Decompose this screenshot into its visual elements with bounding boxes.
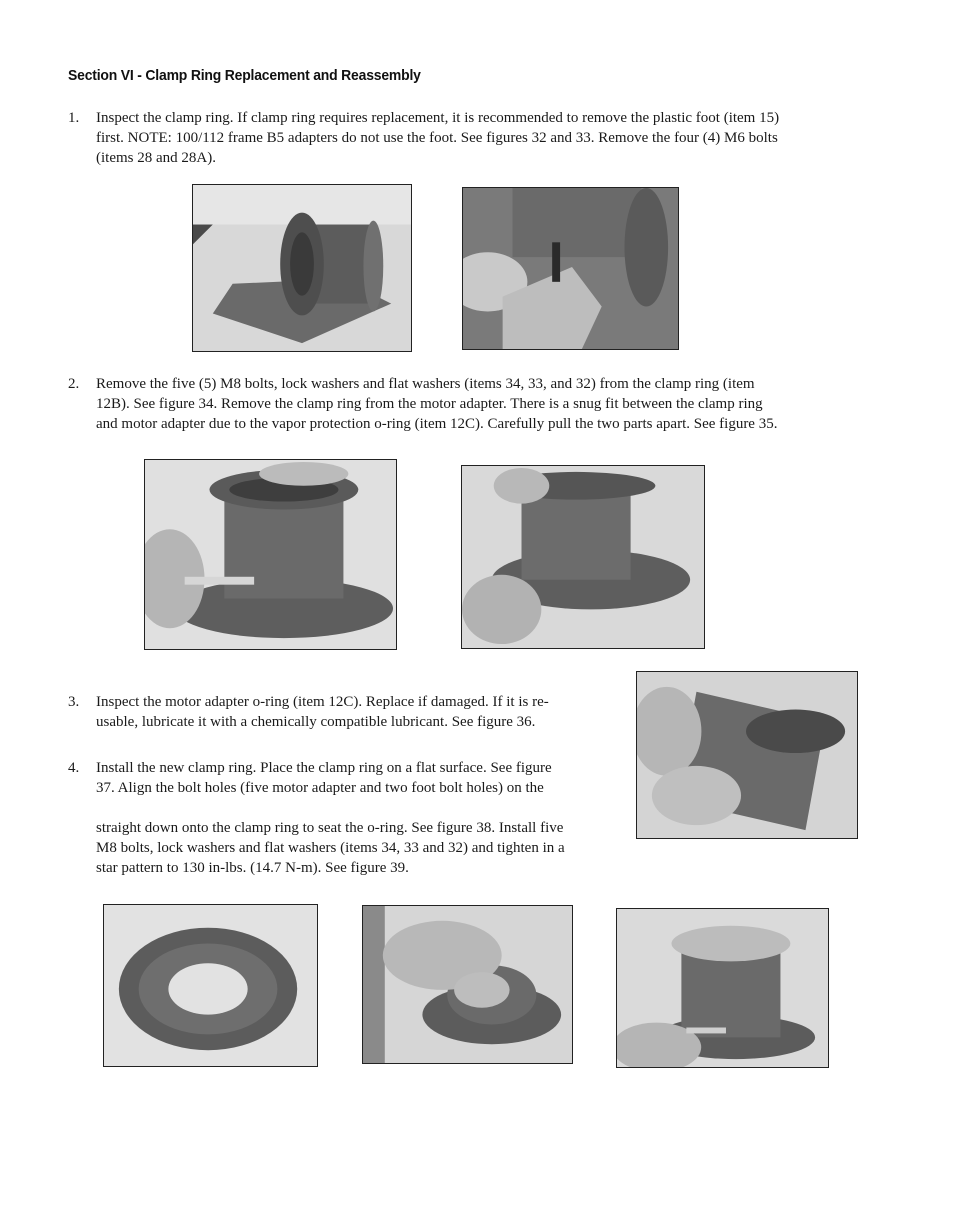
removing-foot-bolts-photo xyxy=(462,187,679,350)
step-3-number: 3. xyxy=(68,694,80,710)
step-4-line-6: star pattern to 130 in-lbs. (14.7 N-m). See figure 39. xyxy=(96,860,409,876)
step-4-line-4: straight down onto the clamp ring to seat the o-ring. See figure 38. Install five xyxy=(96,820,564,836)
seating-adapter-photo xyxy=(362,905,573,1064)
step-4-text xyxy=(96,758,626,878)
step-1-line-1: Inspect the clamp ring. If clamp ring requires replacement, it is recommended to remove the plastic foot (item 15) xyxy=(96,110,780,126)
step-3-line-2: usable, lubricate it with a chemically compatible lubricant. See figure 36. xyxy=(96,714,536,730)
step-2-number: 2. xyxy=(68,376,80,392)
removing-clamp-bolts-photo xyxy=(144,459,397,650)
step-2-line-1: Remove the five (5) M8 bolts, lock washers and flat washers (items 34, 33, and 32) from the clamp ring (item xyxy=(96,376,755,392)
step-1-number: 1. xyxy=(68,110,80,126)
step-1-line-2: first. NOTE: 100/112 frame B5 adapters do not use the foot. See figures 32 and 33. Remove the four (4) M6 bolts xyxy=(96,130,778,146)
step-4-line-1: Install the new clamp ring. Place the clamp ring on a flat surface. See figure xyxy=(96,760,552,776)
tightening-bolts-photo xyxy=(616,908,829,1068)
step-3-text xyxy=(96,692,616,732)
adapter-with-foot-photo xyxy=(192,184,412,352)
step-4-line-3 xyxy=(96,798,626,818)
step-4-line-2: 37. Align the bolt holes (five motor adapter and two foot bolt holes) on the xyxy=(96,780,544,796)
step-4-number: 4. xyxy=(68,760,80,776)
section-title: Section VI - Clamp Ring Replacement and Reassembly xyxy=(68,67,421,84)
pulling-parts-apart-photo xyxy=(461,465,705,649)
step-2-text xyxy=(96,374,876,434)
step-1-line-3: (items 28 and 28A). xyxy=(96,150,216,166)
step-3-line-1: Inspect the motor adapter o-ring (item 12C). Replace if damaged. If it is re- xyxy=(96,694,549,710)
step-2-line-3: and motor adapter due to the vapor protection o-ring (item 12C). Carefully pull the two parts apart. See figure 35. xyxy=(96,416,778,432)
clamp-ring-flat-photo xyxy=(103,904,318,1067)
step-4-line-5: M8 bolts, lock washers and flat washers (items 34, 33 and 32) and tighten in a xyxy=(96,840,565,856)
inspecting-o-ring-photo xyxy=(636,671,858,839)
step-2-line-2: 12B). See figure 34. Remove the clamp ring from the motor adapter. There is a snug fit between the clamp ring xyxy=(96,396,763,412)
step-1-text xyxy=(96,108,876,168)
